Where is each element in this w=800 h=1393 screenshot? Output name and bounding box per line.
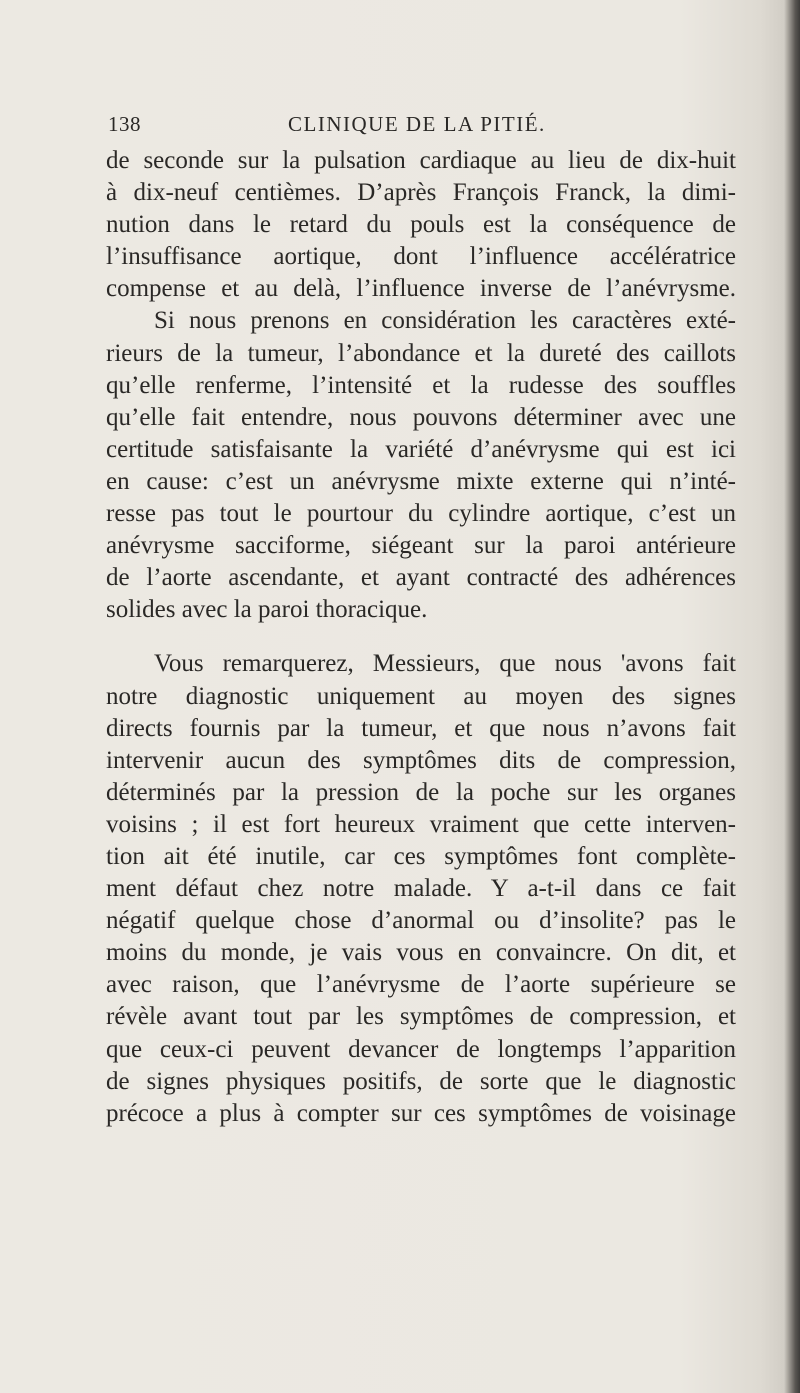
text-line: que ceux-ci peuvent devancer de longtemps l’apparition — [106, 1035, 736, 1063]
text-line: avec raison, que l’anévrysme de l’aorte supérieure se — [106, 971, 736, 999]
paragraph-gap — [106, 626, 736, 648]
text-line: déterminés par la pression de la poche sur les organes — [106, 778, 736, 806]
text-line: compense et au delà, l’influence inverse de l’anévrysme. — [106, 275, 736, 303]
text-line: Si nous prenons en considération les caractères exté- — [154, 307, 736, 335]
text-line: tion ait été inutile, car ces symptômes font complète- — [106, 842, 736, 870]
paragraph-1 — [106, 145, 736, 305]
text-line: nution dans le retard du pouls est la conséquence de — [106, 211, 736, 239]
text-line: certitude satisfaisante la variété d’anévrysme qui est ici — [106, 435, 736, 463]
body-text — [106, 145, 736, 1130]
text-line: de l’aorte ascendante, et ayant contracté des adhérences — [106, 564, 736, 592]
running-head — [108, 112, 728, 142]
running-title: CLINIQUE DE LA PITIÉ. — [288, 112, 546, 136]
paragraph-2 — [106, 305, 736, 626]
text-line: à dix-neuf centièmes. D’après François Franck, la dimi- — [106, 179, 736, 207]
text-line: de seconde sur la pulsation cardiaque au lieu de dix-huit — [106, 147, 736, 174]
text-line: directs fournis par la tumeur, et que nous n’avons fait — [106, 714, 736, 742]
text-line: rieurs de la tumeur, l’abondance et la dureté des caillots — [106, 339, 736, 367]
text-line: qu’elle renferme, l’intensité et la rudesse des souffles — [106, 371, 736, 399]
text-line: anévrysme sacciforme, siégeant sur la paroi antérieure — [106, 532, 736, 560]
text-line: de signes physiques positifs, de sorte que le diagnostic — [106, 1067, 736, 1095]
text-line: moins du monde, je vais vous en convaincre. On dit, et — [106, 939, 736, 967]
page-number: 138 — [108, 112, 141, 136]
text-line: précoce a plus à compter sur ces symptômes de voisinage — [106, 1099, 736, 1127]
text-line: négatif quelque chose d’anormal ou d’insolite? pas le — [106, 907, 736, 935]
text-line: qu’elle fait entendre, nous pouvons déterminer avec une — [106, 403, 736, 431]
paragraph-3 — [106, 648, 736, 1129]
text-line: l’insuffisance aortique, dont l’influence accélératrice — [106, 243, 736, 271]
text-line: en cause: c’est un anévrysme mixte externe qui n’inté- — [106, 467, 736, 495]
text-line: Vous remarquerez, Messieurs, que nous 'avons fait — [154, 650, 736, 678]
text-line: solides avec la paroi thoracique. — [106, 596, 428, 624]
text-line: ment défaut chez notre malade. Y a-t-il dans ce fait — [106, 875, 736, 903]
text-line: voisins ; il est fort heureux vraiment que cette interven- — [106, 810, 736, 838]
text-line: révèle avant tout par les symptômes de compression, et — [106, 1003, 736, 1031]
text-line: notre diagnostic uniquement au moyen des signes — [106, 682, 736, 710]
page-binding-edge — [784, 0, 800, 1393]
text-line: intervenir aucun des symptômes dits de compression, — [106, 746, 736, 774]
text-line: resse pas tout le pourtour du cylindre aortique, c’est un — [106, 500, 736, 528]
